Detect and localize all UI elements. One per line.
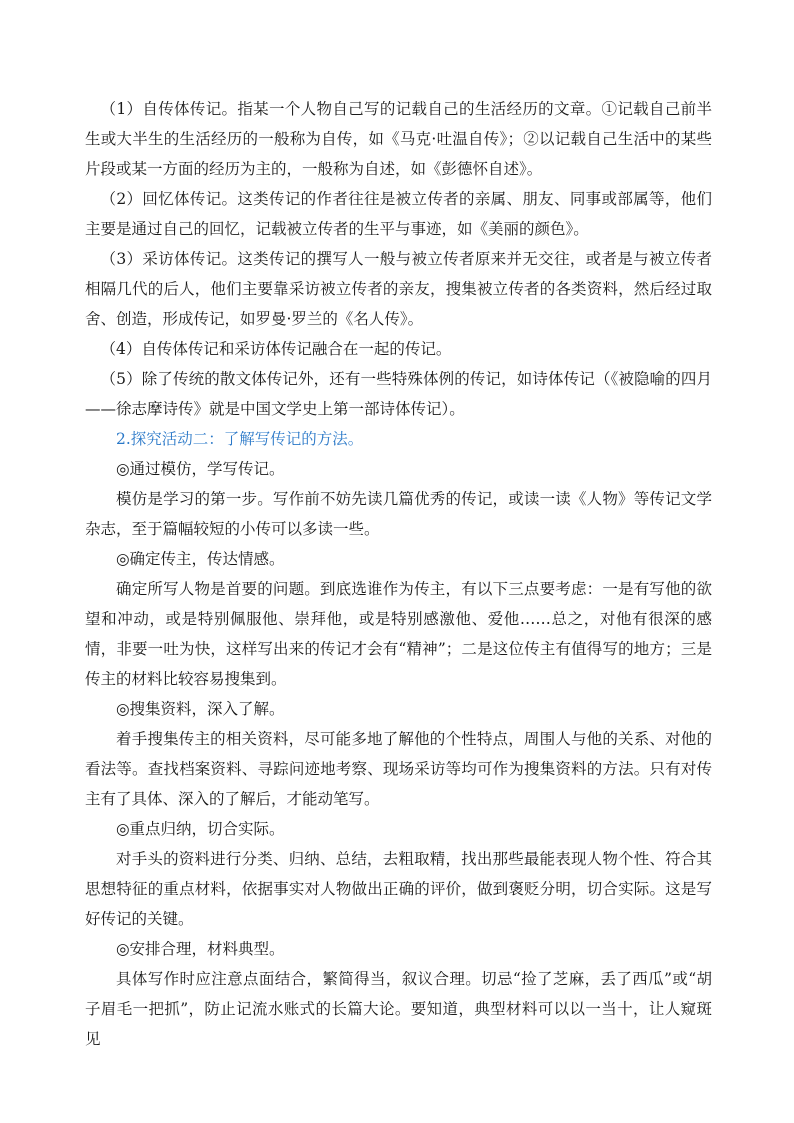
paragraph: （5）除了传统的散文体传记外，还有一些特殊体例的传记，如诗体传记（《被隐喻的四月——徐志摩诗传》就是中国文学史上第一部诗体传记）。 [85, 370, 712, 418]
paragraph: 具体写作时应注意点面结合，繁简得当，叙议合理。切忌“捡了芝麻，丢了西瓜”或“胡子眉毛一把抓”，防止记流水账式的长篇大论。要知道，典型材料可以以一当十，让人窥斑见 [85, 970, 712, 1048]
paragraph: 模仿是学习的第一步。写作前不妨先读几篇优秀的传记，或读一读《人物》等传记文学杂志，至于篇幅较短的小传可以多读一些。 [85, 490, 712, 538]
paragraph: 确定所写人物是首要的问题。到底选谁作为传主，有以下三点要考虑：一是有写他的欲望和冲动，或是特别佩服他、崇拜他，或是特别感激他、爱他……总之，对他有很深的感情，非要一吐为快，这样写出来的传记才会有“精神”；二是这位传主有值得写的地方；三是传主的材料比较容易搜集到。 [85, 580, 712, 688]
paragraph: ◎通过模仿，学写传记。 [116, 460, 285, 478]
document-body [85, 94, 712, 1054]
paragraph: （4）自传体传记和采访体传记融合在一起的传记。 [100, 340, 452, 358]
paragraph: 着手搜集传主的相关资料，尽可能多地了解他的个性特点，周围人与他的关系、对他的看法等。查找档案资料、寻踪问迹地考察、现场采访等均可作为搜集资料的方法。只有对传主有了具体、深入的了解后，才能动笔写。 [85, 730, 712, 808]
paragraph: ◎确定传主，传达情感。 [116, 550, 285, 568]
paragraph: （1）自传体传记。指某一个人物自己写的记载自己的生活经历的文章。①记载自己前半生或大半生的生活经历的一般称为自传，如《马克·吐温自传》；②以记载自己生活中的某些片段或某一方面的经历为主的，一般称为自述，如《彭德怀自述》。 [85, 100, 712, 178]
paragraph: ◎安排合理，材料典型。 [116, 940, 285, 958]
paragraph: （3）采访体传记。这类传记的撰写人一般与被立传者原来并无交往，或者是与被立传者相隔几代的后人，他们主要靠采访被立传者的亲友，搜集被立传者的各类资料，然后经过取舍、创造，形成传记，如罗曼·罗兰的《名人传》。 [85, 250, 712, 328]
paragraph: ◎搜集资料，深入了解。 [116, 700, 285, 718]
paragraph: 对手头的资料进行分类、归纳、总结，去粗取精，找出那些最能表现人物个性、符合其思想特征的重点材料，依据事实对人物做出正确的评价，做到褒贬分明，切合实际。这是写好传记的关键。 [85, 850, 712, 928]
paragraph: ◎重点归纳，切合实际。 [116, 820, 285, 838]
section-heading: 2.探究活动二：了解写传记的方法。 [116, 430, 364, 448]
paragraph: （2）回忆体传记。这类传记的作者往往是被立传者的亲属、朋友、同事或部属等，他们主要是通过自己的回忆，记载被立传者的生平与事迹，如《美丽的颜色》。 [85, 190, 712, 238]
